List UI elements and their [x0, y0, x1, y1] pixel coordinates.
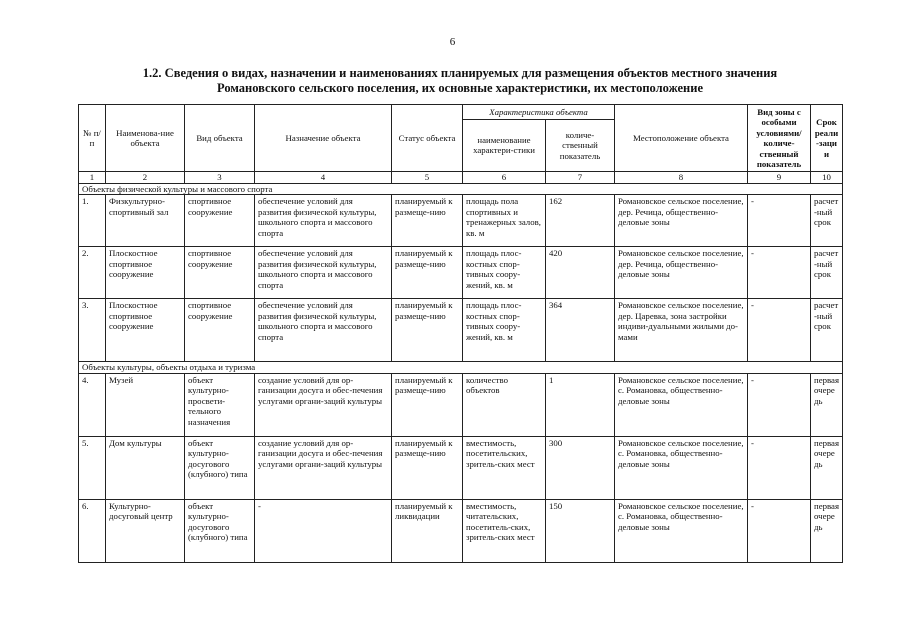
- header-type: Вид объекта: [185, 105, 255, 172]
- cell-purpose: создание условий для ор-ганизации досуга и обес-печения услугами органи-заций культуры: [255, 436, 392, 499]
- cell-name: Плоскостное спортивное сооружение: [106, 247, 185, 299]
- cell-num: 5.: [79, 436, 106, 499]
- column-number-row: [79, 172, 843, 184]
- cell-location: Романовское сельское поселение, с. Романовка, общественно-деловые зоны: [615, 373, 748, 436]
- cell-char-value: 300: [546, 436, 615, 499]
- header-location: Местоположение объекта: [615, 105, 748, 172]
- header-char-value: количе-ственный показатель: [546, 119, 615, 171]
- header-characteristics: Характеристика объекта: [463, 105, 615, 120]
- document-title: [60, 66, 860, 96]
- cell-type: объект культурно-досугового (клубного) типа: [185, 436, 255, 499]
- column-number: 5: [392, 172, 463, 184]
- cell-char-value: 364: [546, 299, 615, 362]
- cell-location: Романовское сельское поселение, с. Романовка, общественно-деловые зоны: [615, 436, 748, 499]
- objects-table: [78, 104, 843, 563]
- cell-name: Музей: [106, 373, 185, 436]
- header-char-name: наименование характери-стики: [463, 119, 546, 171]
- cell-term: первая очередь: [811, 436, 843, 499]
- cell-location: Романовское сельское поселение, дер. Речица, общественно-деловые зоны: [615, 195, 748, 247]
- cell-num: 3.: [79, 299, 106, 362]
- cell-type: спортивное сооружение: [185, 247, 255, 299]
- header-status: Статус объекта: [392, 105, 463, 172]
- section-title: Объекты культуры, объекты отдыха и туризма: [79, 362, 843, 374]
- cell-status: планируемый к размеще-нию: [392, 299, 463, 362]
- cell-name: Плоскостное спортивное сооружение: [106, 299, 185, 362]
- column-number: 1: [79, 172, 106, 184]
- cell-char-name: площадь плос-костных спор-тивных соору-жений, кв. м: [463, 247, 546, 299]
- cell-term: первая очередь: [811, 373, 843, 436]
- section-row: [79, 183, 843, 195]
- cell-zone: -: [748, 499, 811, 562]
- cell-type: спортивное сооружение: [185, 299, 255, 362]
- cell-status: планируемый к размеще-нию: [392, 247, 463, 299]
- title-line-1: 1.2. Сведения о видах, назначении и наименованиях планируемых для размещения объектов местного значения: [142, 66, 778, 80]
- cell-status: планируемый к размеще-нию: [392, 195, 463, 247]
- cell-status: планируемый к размеще-нию: [392, 436, 463, 499]
- cell-type: объект культурно-просвети-тельного назначения: [185, 373, 255, 436]
- cell-term: расчет-ный срок: [811, 195, 843, 247]
- cell-location: Романовское сельское поселение, дер. Речица, общественно-деловые зоны: [615, 247, 748, 299]
- cell-char-name: площадь плос-костных спор-тивных соору-жений, кв. м: [463, 299, 546, 362]
- cell-zone: -: [748, 436, 811, 499]
- column-number: 6: [463, 172, 546, 184]
- cell-location: Романовское сельское поселение, с. Романовка, общественно-деловые зоны: [615, 499, 748, 562]
- table-row: [79, 247, 843, 299]
- cell-char-value: 1: [546, 373, 615, 436]
- cell-purpose: создание условий для ор-ганизации досуга и обес-печения услугами органи-заций культуры: [255, 373, 392, 436]
- table-row: [79, 195, 843, 247]
- cell-name: Дом культуры: [106, 436, 185, 499]
- column-number: 9: [748, 172, 811, 184]
- header-zone: Вид зоны с особыми условиями/ количе-ственный показатель: [748, 105, 811, 172]
- cell-purpose: обеспечение условий для развития физической культуры, школьного спорта и массового спорта: [255, 247, 392, 299]
- cell-type: спортивное сооружение: [185, 195, 255, 247]
- cell-term: расчет-ный срок: [811, 299, 843, 362]
- cell-term: расчет-ный срок: [811, 247, 843, 299]
- cell-name: Физкультурно-спортивный зал: [106, 195, 185, 247]
- cell-location: Романовское сельское поселение, дер. Царевка, зона застройки индиви-дуальными жилыми до-мами: [615, 299, 748, 362]
- cell-zone: -: [748, 195, 811, 247]
- column-number: 7: [546, 172, 615, 184]
- header-num: № п/п: [79, 105, 106, 172]
- column-number: 2: [106, 172, 185, 184]
- cell-purpose: -: [255, 499, 392, 562]
- cell-zone: -: [748, 299, 811, 362]
- header-name: Наименова-ние объекта: [106, 105, 185, 172]
- table-row: [79, 299, 843, 362]
- cell-num: 4.: [79, 373, 106, 436]
- cell-char-name: вместимость, читательских, посетитель-ских, зритель-ских мест: [463, 499, 546, 562]
- cell-char-value: 420: [546, 247, 615, 299]
- table-row: [79, 436, 843, 499]
- title-line-2: Романовского сельского поселения, их основные характеристики, их местоположение: [217, 81, 703, 95]
- cell-char-name: вместимость, посетительских, зритель-ских мест: [463, 436, 546, 499]
- cell-zone: -: [748, 247, 811, 299]
- header-purpose: Назначение объекта: [255, 105, 392, 172]
- cell-name: Культурно-досуговый центр: [106, 499, 185, 562]
- column-number: 10: [811, 172, 843, 184]
- column-number: 3: [185, 172, 255, 184]
- table-row: [79, 373, 843, 436]
- cell-char-value: 150: [546, 499, 615, 562]
- cell-purpose: обеспечение условий для развития физической культуры, школьного спорта и массового спорта: [255, 195, 392, 247]
- header-term: Срок реали-зации: [811, 105, 843, 172]
- cell-status: планируемый к ликвидации: [392, 499, 463, 562]
- table-row: [79, 499, 843, 562]
- cell-num: 1.: [79, 195, 106, 247]
- cell-char-name: количество объектов: [463, 373, 546, 436]
- cell-term: первая очередь: [811, 499, 843, 562]
- column-number: 4: [255, 172, 392, 184]
- section-row: [79, 362, 843, 374]
- page-number: 6: [449, 36, 456, 48]
- cell-num: 6.: [79, 499, 106, 562]
- section-title: Объекты физической культуры и массового спорта: [79, 183, 843, 195]
- cell-char-name: площадь пола спортивных и тренажерных залов, кв. м: [463, 195, 546, 247]
- cell-char-value: 162: [546, 195, 615, 247]
- cell-status: планируемый к размеще-нию: [392, 373, 463, 436]
- cell-num: 2.: [79, 247, 106, 299]
- cell-type: объект культурно-досугового (клубного) типа: [185, 499, 255, 562]
- column-number: 8: [615, 172, 748, 184]
- cell-purpose: обеспечение условий для развития физической культуры, школьного спорта и массового спорта: [255, 299, 392, 362]
- cell-zone: -: [748, 373, 811, 436]
